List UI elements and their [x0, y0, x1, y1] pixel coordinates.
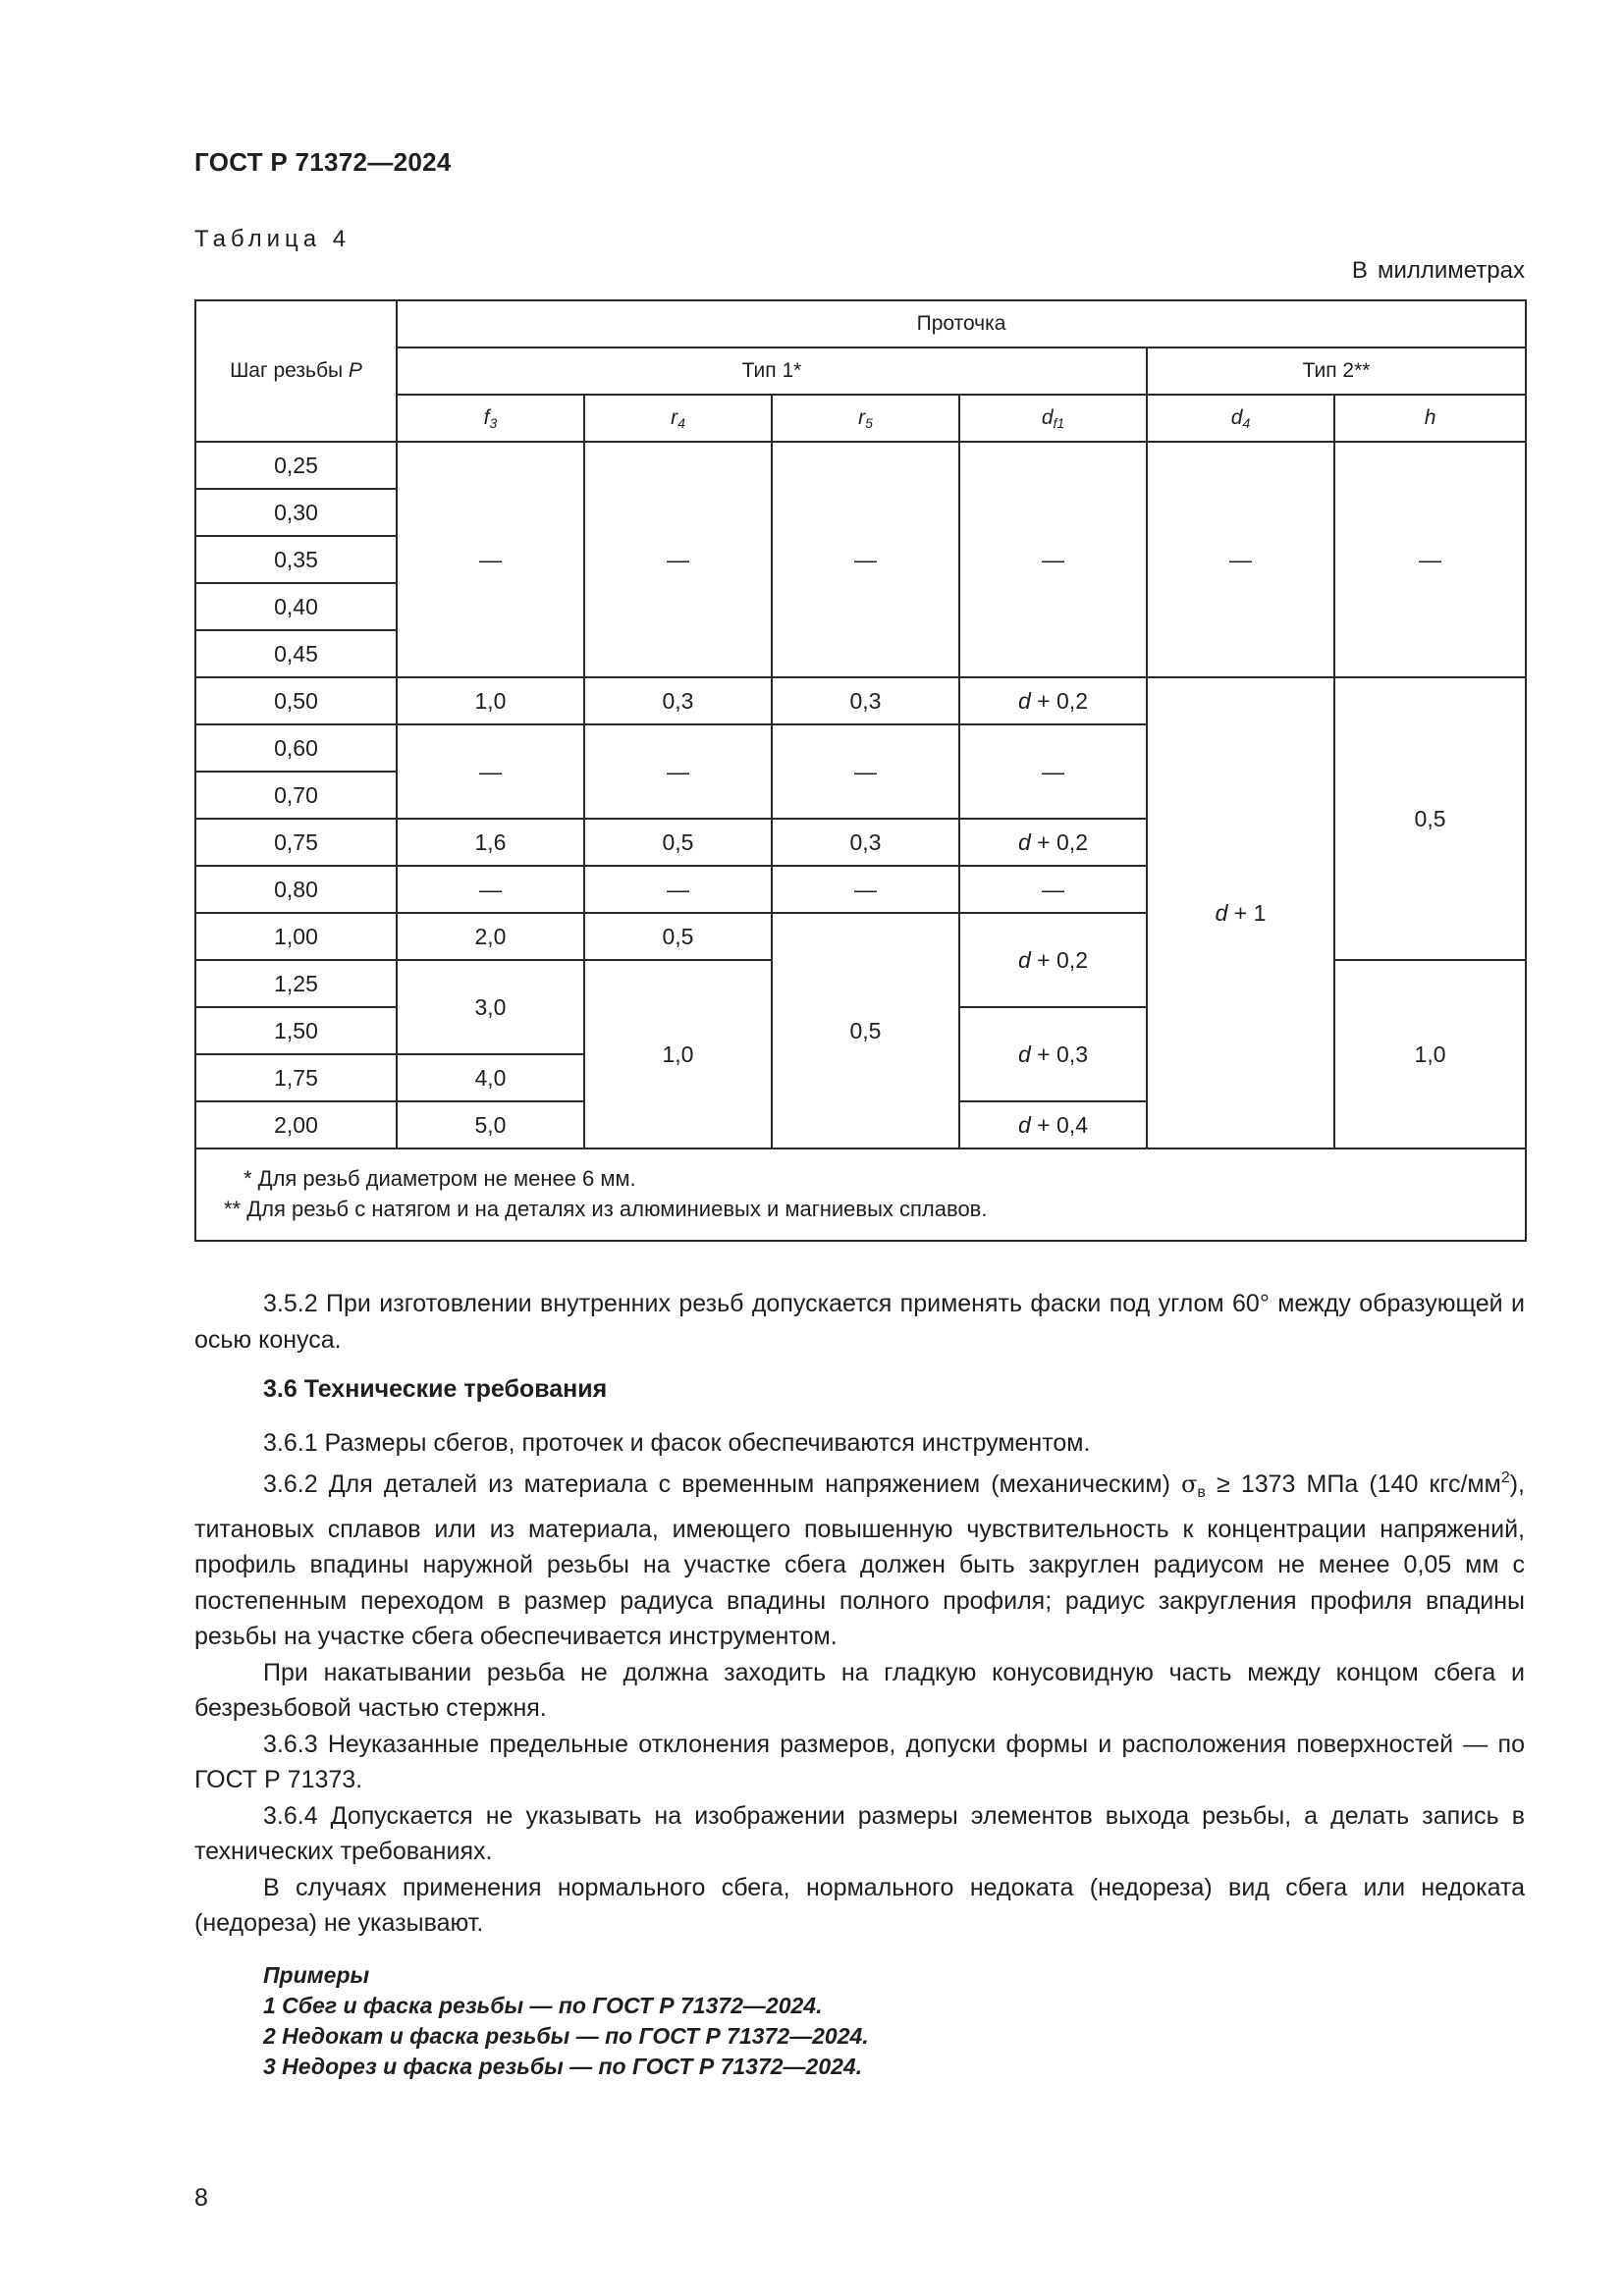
paragraph-3-6-3: 3.6.3 Неуказанные предельные отклонения размеров, допуски формы и расположения поверхностей — по ГОСТ Р 71373.: [194, 1730, 1525, 1793]
dash-cell: —: [772, 866, 959, 913]
value-cell: 1,6: [397, 819, 584, 866]
examples-title: Примеры: [263, 1962, 370, 1988]
col-header-type2: Тип 2**: [1147, 347, 1526, 395]
step-cell: 0,50: [195, 677, 397, 724]
value-cell: d + 0,4: [959, 1101, 1147, 1148]
value-cell: 0,5: [584, 819, 772, 866]
step-cell: 1,00: [195, 913, 397, 960]
value-cell: 1,0: [584, 960, 772, 1148]
value-cell: 4,0: [397, 1054, 584, 1101]
col-header-f3: $f_3$: [397, 395, 584, 442]
step-cell: 0,45: [195, 630, 397, 677]
example-item: 3 Недорез и фаска резьбы — по ГОСТ Р 71372—2024.: [263, 2054, 863, 2079]
footnote-2: ** Для резьб с натягом и на деталях из алюминиевых и магниевых сплавов.: [224, 1197, 988, 1221]
table-unit-note: [1352, 257, 1525, 285]
table-footnotes: [195, 1148, 1526, 1241]
col-header-step: Шаг резьбы P: [195, 300, 397, 442]
dash-cell: —: [397, 866, 584, 913]
value-cell-d4: d + 1: [1147, 677, 1334, 1148]
document-header: ГОСТ Р 71372—2024: [194, 147, 452, 177]
dash-cell: —: [1147, 442, 1334, 677]
step-cell: 0,75: [195, 819, 397, 866]
dash-cell: —: [584, 724, 772, 819]
paragraph-3-6-4: 3.6.4 Допускается не указывать на изображении размеры элементов выхода резьбы, а делать запись в технических требованиях.: [194, 1801, 1525, 1865]
paragraph-3-5-2: 3.5.2 При изготовлении внутренних резьб допускается применять фаски под углом 60° между образующей и осью конуса.: [194, 1290, 1525, 1354]
page-number: 8: [194, 2184, 208, 2212]
step-cell: 0,80: [195, 866, 397, 913]
body-text: [194, 1286, 1525, 1942]
step-cell: 2,00: [195, 1101, 397, 1148]
dash-cell: —: [772, 442, 959, 677]
step-cell: 0,35: [195, 536, 397, 583]
col-header-r4: $r_4$: [584, 395, 772, 442]
value-cell: 0,3: [584, 677, 772, 724]
value-cell: d + 0,2: [959, 677, 1147, 724]
value-cell: d + 0,2: [959, 819, 1147, 866]
step-cell: 0,30: [195, 489, 397, 536]
value-cell: 1,0: [397, 677, 584, 724]
col-header-groove: Проточка: [397, 300, 1526, 347]
dash-cell: —: [959, 866, 1147, 913]
step-cell: 0,60: [195, 724, 397, 772]
value-cell-h-large: 1,0: [1334, 960, 1526, 1148]
paragraph-3-6-4-cont: В случаях применения нормального сбега, нормального недоката (недореза) вид сбега или недоката (недореза) не указывают.: [194, 1873, 1525, 1937]
unit-word: миллиметрах: [1377, 257, 1525, 284]
step-cell: 0,70: [195, 772, 397, 819]
paragraph-3-6-2-cont: При накатывании резьба не должна заходить на гладкую конусовидную часть между концом сбега и безрезьбовой частью стержня.: [194, 1658, 1525, 1722]
unit-prefix: В: [1351, 257, 1368, 284]
example-item: 1 Сбег и фаска резьбы — по ГОСТ Р 71372—2024.: [263, 1993, 823, 2018]
paragraph-3-6-2: 3.6.2 Для деталей из материала с временным напряжением (механическим) $\sigma_в \ge 1373$ МПа (140 кгс/$мм^2$), титановых сплавов или из материала, имеющего повышенную чувствительность к концентрации напряжений, профиль впадины наружной резьбы на участке сбега должен быть закруглен радиусом не менее 0,05 мм с постепенным переходом в размер радиуса впадины полного профиля; радиус закругления профиля впадины резьбы на участке сбега обеспечивается инструментом.: [194, 1469, 1525, 1650]
col-header-df1: $d_{f1}$: [959, 395, 1147, 442]
value-cell: 0,5: [772, 913, 959, 1148]
value-cell: 5,0: [397, 1101, 584, 1148]
dash-cell: —: [584, 442, 772, 677]
footnote-1: * Для резьб диаметром не менее 6 мм.: [244, 1166, 636, 1191]
examples-block: [263, 1960, 869, 2082]
thread-groove-table: [194, 299, 1527, 1242]
value-cell: 0,3: [772, 819, 959, 866]
col-header-d4: $d_4$: [1147, 395, 1334, 442]
value-cell: 3,0: [397, 960, 584, 1054]
dash-cell: —: [959, 442, 1147, 677]
step-cell: 0,25: [195, 442, 397, 489]
value-cell: 0,5: [584, 913, 772, 960]
col-header-r5: $r_5$: [772, 395, 959, 442]
step-cell: 0,40: [195, 583, 397, 630]
step-cell: 1,75: [195, 1054, 397, 1101]
col-header-h: h: [1334, 395, 1526, 442]
value-cell-h-small: 0,5: [1334, 677, 1526, 960]
value-cell: d + 0,3: [959, 1007, 1147, 1101]
paragraph-3-6-1: 3.6.1 Размеры сбегов, проточек и фасок обеспечиваются инструментом.: [263, 1428, 1091, 1457]
step-cell: 1,25: [195, 960, 397, 1007]
section-title-3-6: 3.6 Технические требования: [263, 1375, 608, 1403]
value-cell: 0,3: [772, 677, 959, 724]
table-caption: Таблица 4: [194, 226, 352, 252]
dash-cell: —: [772, 724, 959, 819]
dash-cell: —: [959, 724, 1147, 819]
dash-cell: —: [397, 724, 584, 819]
value-cell: 2,0: [397, 913, 584, 960]
dash-cell: —: [1334, 442, 1526, 677]
value-cell: d + 0,2: [959, 913, 1147, 1007]
col-header-type1: Тип 1*: [397, 347, 1147, 395]
dash-cell: —: [584, 866, 772, 913]
step-cell: 1,50: [195, 1007, 397, 1054]
dash-cell: —: [397, 442, 584, 677]
example-item: 2 Недокат и фаска резьбы — по ГОСТ Р 71372—2024.: [263, 2023, 869, 2049]
